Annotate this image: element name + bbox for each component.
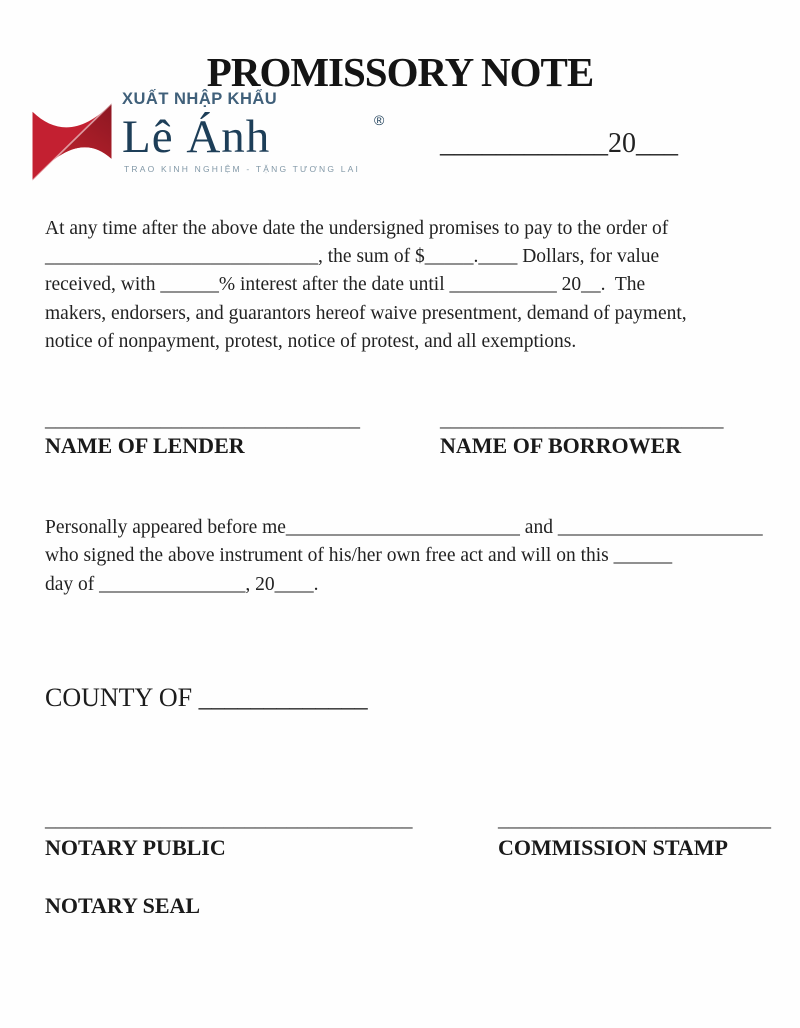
promise-line-2: ____________________________, the sum of $_____.____ Dollars, for value (45, 246, 660, 268)
notary-acknowledgment-paragraph (45, 514, 775, 599)
county-of-line: COUNTY OF _____________ (45, 683, 368, 712)
lender-signature-line: ______________________________ (45, 407, 360, 431)
notary-public-label: NOTARY PUBLIC (45, 835, 226, 860)
date-blank-line: ____________20___ (440, 128, 678, 159)
logo-brand-name: Lê Ánh (122, 111, 271, 163)
acknowledgment-line-3: day of _______________, 20____. (45, 573, 319, 595)
commission-stamp-label: COMMISSION STAMP (498, 835, 728, 860)
notary-seal-label: NOTARY SEAL (45, 893, 201, 918)
promise-line-3: received, with ______% interest after the date until ___________ 20__. The (45, 274, 646, 296)
acknowledgment-line-1: Personally appeared before me________________________ and _____________________ (45, 517, 763, 538)
borrower-signature-line: ___________________________ (440, 407, 724, 431)
borrower-label: NAME OF BORROWER (440, 433, 682, 458)
promise-paragraph (45, 215, 775, 356)
document-title: PROMISSORY NOTE (206, 49, 594, 95)
registered-trademark-icon: ® (374, 112, 385, 128)
logo-mark-icon (30, 96, 114, 193)
promise-line-4: makers, endorsers, and guarantors hereof waive presentment, demand of payment, (45, 302, 687, 324)
lender-label: NAME OF LENDER (45, 433, 245, 458)
commission-stamp-line: __________________________ (498, 807, 771, 831)
logo-top-text: XUẤT NHẬP KHẨU (122, 90, 278, 108)
promise-line-1: At any time after the above date the undersigned promises to pay to the order of (45, 218, 669, 239)
promise-line-5: notice of nonpayment, protest, notice of protest, and all exemptions. (45, 330, 577, 352)
le-anh-logo (30, 88, 385, 188)
logo-tagline: TRAO KINH NGHIỆM - TẶNG TƯƠNG LAI (124, 164, 361, 174)
acknowledgment-line-2: who signed the above instrument of his/her own free act and will on this ______ (45, 545, 673, 567)
notary-public-signature-line: ___________________________________ (45, 807, 413, 831)
